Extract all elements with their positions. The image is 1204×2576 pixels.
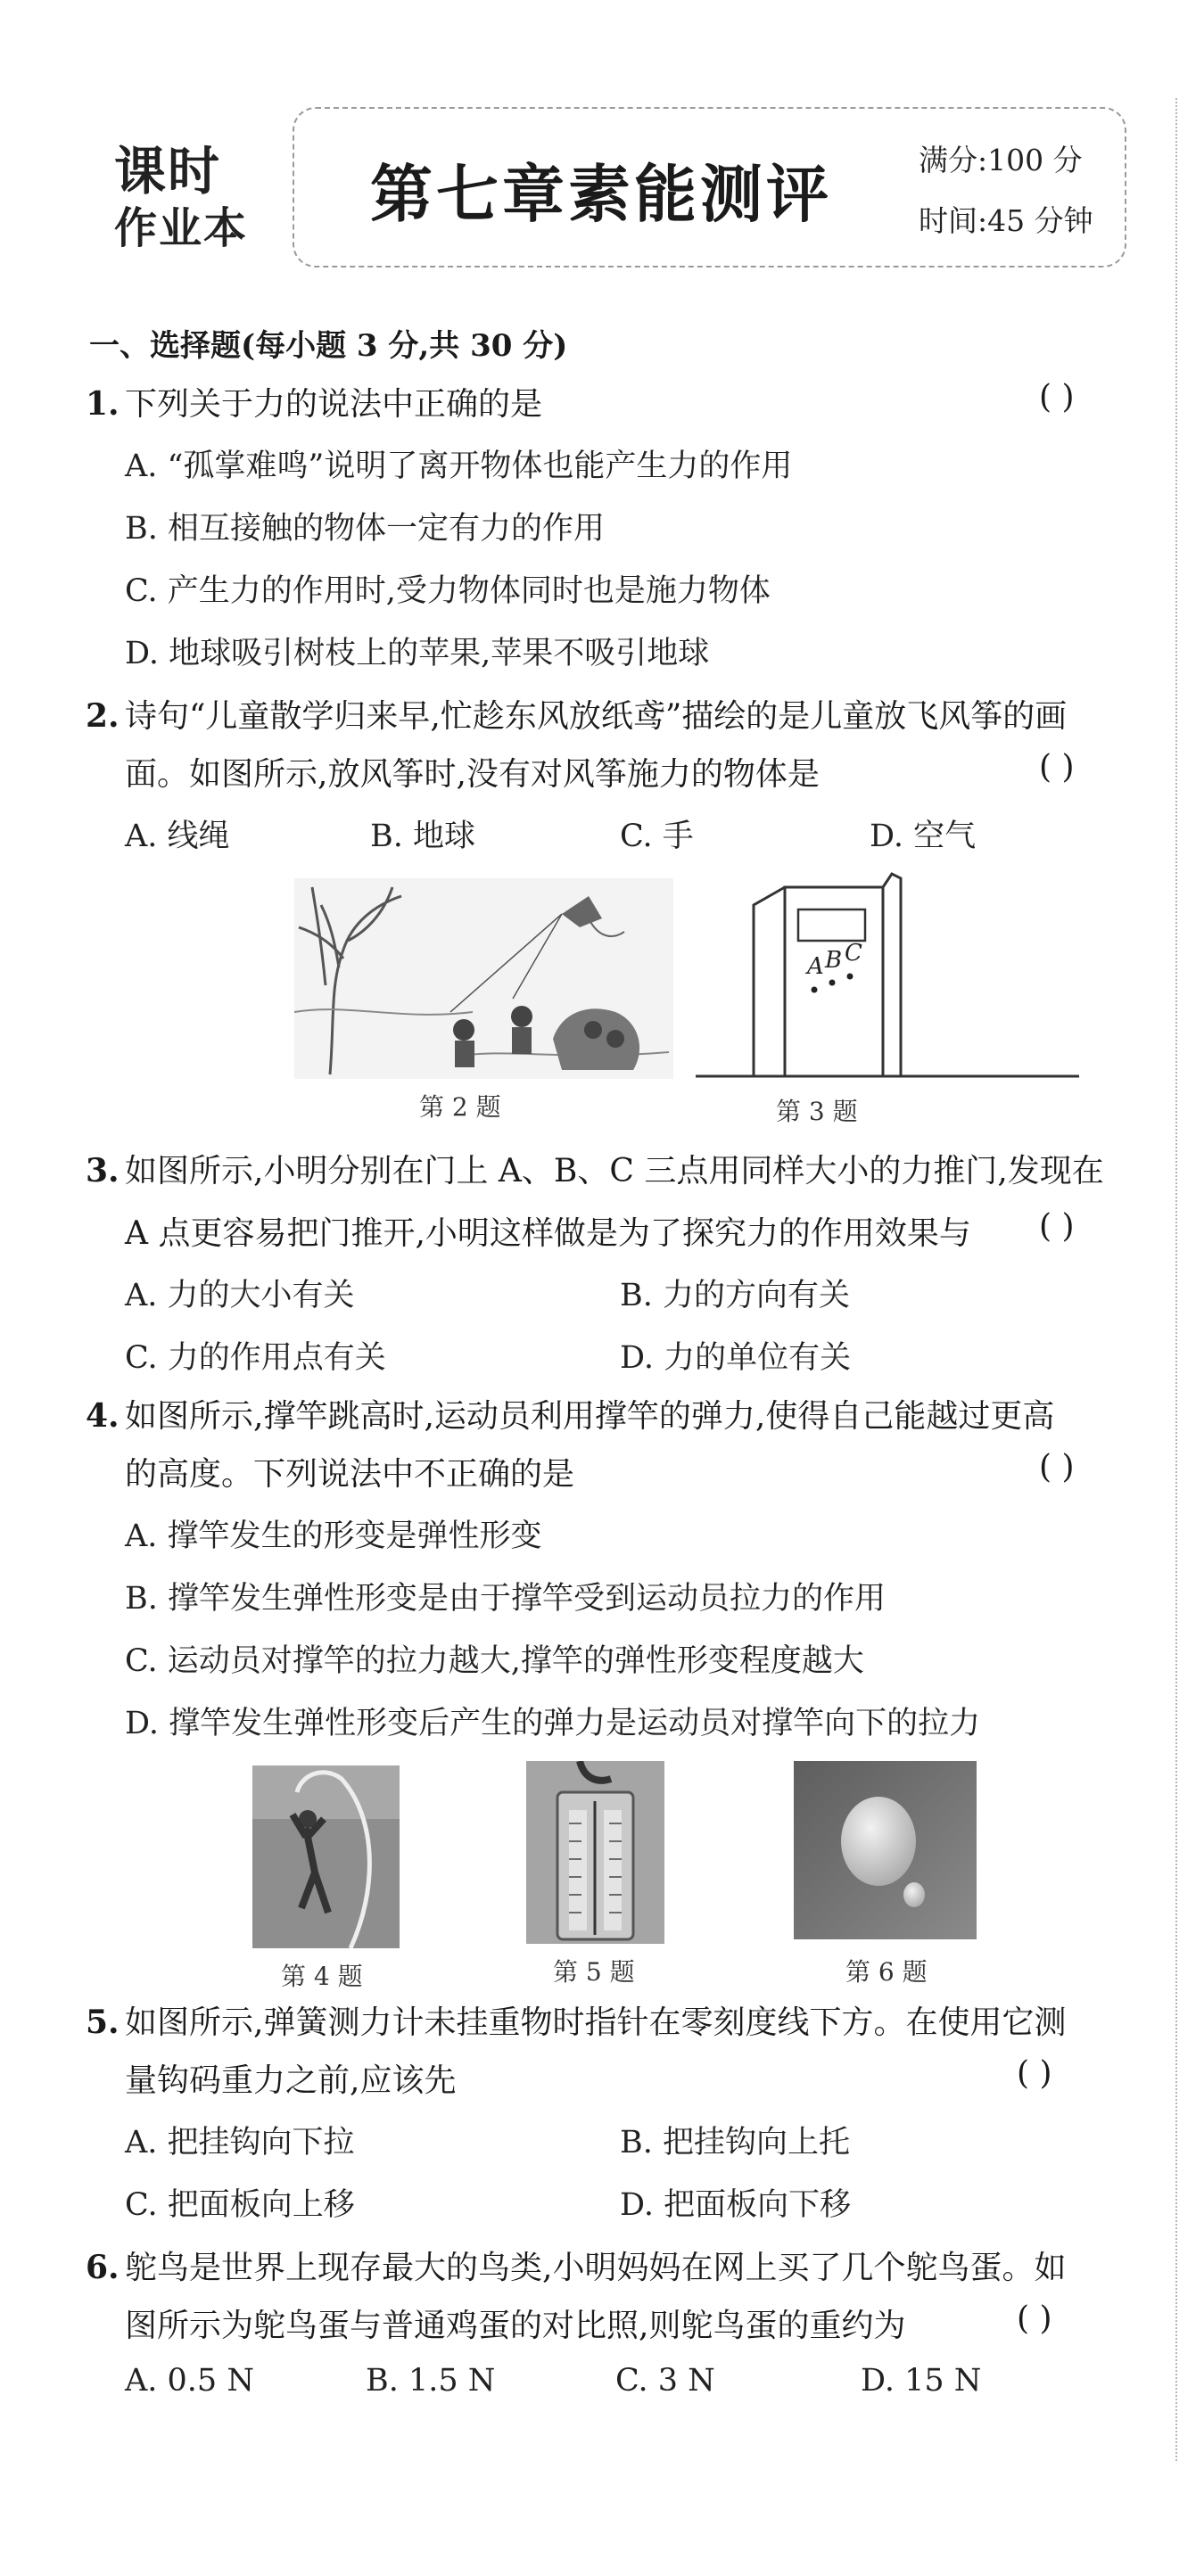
page-title: 第七章素能测评 bbox=[370, 157, 832, 231]
figure-6-caption: 第 6 题 bbox=[845, 1957, 928, 1987]
question-number: 6. bbox=[86, 2249, 120, 2286]
option-d: D. 把面板向下移 bbox=[620, 2187, 852, 2223]
door-point-a: A bbox=[807, 953, 824, 980]
figure-5-caption: 第 5 题 bbox=[553, 1957, 635, 1987]
question-text: 诗句“儿童散学归来早,忙趁东风放纸鸢”描绘的是儿童放飞风筝的画 bbox=[125, 698, 1068, 735]
option-a: A. 线绳 bbox=[125, 819, 230, 854]
answer-paren: ( ) bbox=[1039, 1208, 1075, 1245]
option-b: B. 撑竿发生弹性形变是由于撑竿受到运动员拉力的作用 bbox=[125, 1581, 886, 1617]
option-c: C. 手 bbox=[620, 819, 694, 854]
option-c: C. 力的作用点有关 bbox=[125, 1340, 386, 1376]
option-d: D. 撑竿发生弹性形变后产生的弹力是运动员对撑竿向下的拉力 bbox=[125, 1706, 981, 1741]
brand-line1: 课时 bbox=[114, 141, 222, 202]
answer-paren: ( ) bbox=[1017, 2300, 1052, 2337]
section-heading: 一、选择题(每小题 3 分,共 30 分) bbox=[89, 328, 568, 364]
option-b: B. 力的方向有关 bbox=[620, 1278, 850, 1313]
option-b: B. 地球 bbox=[370, 819, 475, 854]
figure-2-caption: 第 2 题 bbox=[419, 1092, 501, 1122]
question-5 bbox=[86, 1997, 1066, 2043]
question-number: 4. bbox=[86, 1397, 120, 1435]
answer-paren: ( ) bbox=[1017, 2055, 1052, 2092]
question-2 bbox=[86, 691, 1067, 737]
question-text: 鸵鸟是世界上现存最大的鸟类,小明妈妈在网上买了几个鸵鸟蛋。如 bbox=[125, 2250, 1067, 2286]
option-c: C. 把面板向上移 bbox=[125, 2187, 355, 2223]
door-point-c: C bbox=[845, 940, 862, 967]
figure-6-egg-comparison-photo bbox=[794, 1761, 977, 1939]
option-c: C. 运动员对撑竿的拉力越大,撑竿的弹性形变程度越大 bbox=[125, 1643, 864, 1679]
figure-4-caption: 第 4 题 bbox=[281, 1962, 363, 1991]
figure-5-spring-scale-photo bbox=[526, 1761, 664, 1944]
question-text-cont: 面。如图所示,放风筝时,没有对风筝施力的物体是 bbox=[125, 756, 820, 793]
figure-2-kite-illustration bbox=[294, 878, 673, 1079]
question-number: 3. bbox=[86, 1152, 120, 1189]
option-a: A. 力的大小有关 bbox=[125, 1278, 355, 1313]
option-d: D. 力的单位有关 bbox=[620, 1340, 852, 1376]
question-6 bbox=[86, 2243, 1066, 2288]
question-text-cont: A 点更容易把门推开,小明这样做是为了探究力的作用效果与 bbox=[125, 1215, 971, 1252]
answer-paren: ( ) bbox=[1039, 1449, 1075, 1486]
question-text: 下列关于力的说法中正确的是 bbox=[125, 386, 543, 423]
door-point-b: B bbox=[825, 947, 843, 974]
option-a: A. “孤掌难鸣”说明了离开物体也能产生力的作用 bbox=[125, 449, 793, 484]
question-text: 如图所示,小明分别在门上 A、B、C 三点用同样大小的力推门,发现在 bbox=[125, 1153, 1104, 1189]
option-b: B. 相互接触的物体一定有力的作用 bbox=[125, 511, 605, 547]
option-d: D. 空气 bbox=[870, 819, 977, 854]
option-b: B. 1.5 N bbox=[366, 2363, 496, 2399]
question-number: 2. bbox=[86, 697, 120, 735]
figure-4-pole-vault-photo bbox=[252, 1765, 400, 1948]
full-score: 满分:100 分 bbox=[919, 143, 1083, 177]
option-c: C. 产生力的作用时,受力物体同时也是施力物体 bbox=[125, 573, 771, 609]
question-text: 如图所示,撑竿跳高时,运动员利用撑竿的弹力,使得自己能越过更高 bbox=[125, 1398, 1055, 1435]
figure-3-door-diagram bbox=[691, 869, 1084, 1083]
question-text-cont: 量钩码重力之前,应该先 bbox=[125, 2062, 457, 2099]
option-c: C. 3 N bbox=[615, 2363, 715, 2399]
option-a: A. 撑竿发生的形变是弹性形变 bbox=[125, 1518, 542, 1554]
answer-paren: ( ) bbox=[1039, 379, 1075, 416]
brand-line2: 作业本 bbox=[114, 203, 249, 253]
option-a: A. 0.5 N bbox=[125, 2363, 254, 2399]
question-number: 1. bbox=[86, 385, 120, 423]
figure-3-caption: 第 3 题 bbox=[776, 1097, 858, 1126]
title-box bbox=[293, 107, 1126, 267]
question-text-cont: 图所示为鸵鸟蛋与普通鸡蛋的对比照,则鸵鸟蛋的重约为 bbox=[125, 2308, 906, 2344]
question-text-cont: 的高度。下列说法中不正确的是 bbox=[125, 1456, 575, 1493]
answer-paren: ( ) bbox=[1039, 749, 1075, 786]
page-edge-divider bbox=[1175, 98, 1177, 2461]
question-number: 5. bbox=[86, 2004, 120, 2041]
time-limit: 时间:45 分钟 bbox=[919, 203, 1093, 238]
option-d: D. 15 N bbox=[861, 2363, 982, 2399]
question-4 bbox=[86, 1391, 1054, 1436]
question-3 bbox=[86, 1146, 1104, 1191]
option-b: B. 把挂钩向上托 bbox=[620, 2125, 850, 2160]
option-a: A. 把挂钩向下拉 bbox=[125, 2125, 355, 2160]
question-text: 如图所示,弹簧测力计未挂重物时指针在零刻度线下方。在使用它测 bbox=[125, 2004, 1067, 2041]
brand-logo bbox=[114, 129, 270, 253]
question-1 bbox=[86, 379, 542, 424]
option-d: D. 地球吸引树枝上的苹果,苹果不吸引地球 bbox=[125, 636, 710, 671]
